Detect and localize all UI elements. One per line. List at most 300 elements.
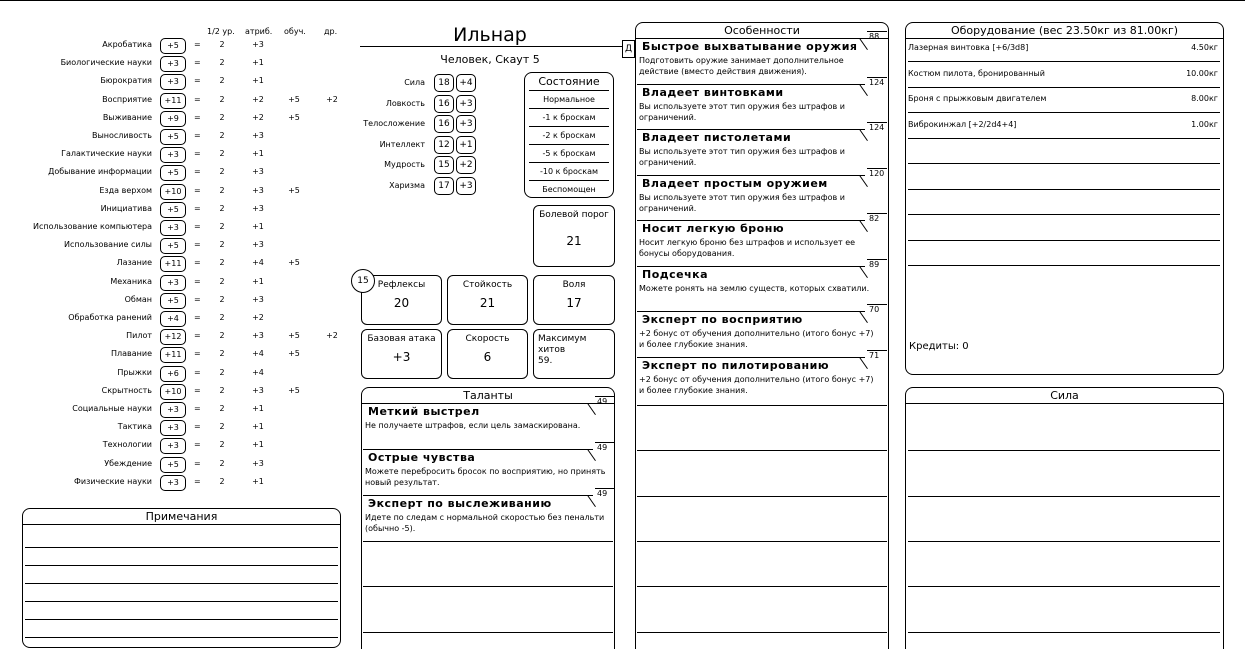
skill-attribute: +2 bbox=[252, 94, 264, 104]
skill-row bbox=[0, 147, 345, 165]
skill-name: Инициатива bbox=[100, 203, 152, 213]
force-ruled-line bbox=[908, 586, 1220, 587]
page-number: 124 bbox=[869, 123, 885, 132]
skill-attribute: +3 bbox=[252, 240, 264, 250]
damage-threshold-value: 21 bbox=[566, 234, 582, 248]
speed-label: Скорость bbox=[465, 334, 510, 344]
skill-name: Биологические науки bbox=[60, 58, 152, 68]
equipment-ruled-line bbox=[908, 87, 1220, 88]
skill-attribute: +3 bbox=[252, 203, 264, 213]
condition-step[interactable]: -5 к броскам bbox=[529, 144, 609, 162]
skill-equals: = bbox=[194, 40, 201, 49]
ability-score[interactable]: 17 bbox=[434, 177, 454, 195]
notes-line bbox=[25, 619, 338, 620]
skill-bonus[interactable]: +5 bbox=[160, 293, 186, 309]
skill-row bbox=[0, 438, 345, 456]
ability-row bbox=[360, 136, 480, 156]
name-underline bbox=[360, 46, 622, 47]
skill-equals: = bbox=[194, 276, 201, 286]
base-attack-box bbox=[361, 329, 442, 379]
skill-equals: = bbox=[194, 404, 201, 413]
skill-row bbox=[0, 366, 345, 384]
skill-row bbox=[0, 238, 345, 256]
entry-description: +2 бонус от обучения дополнительно (итого бонус +7) и более глубокие знания. bbox=[639, 329, 874, 349]
skill-row bbox=[0, 184, 345, 202]
skill-attribute: +3 bbox=[252, 331, 264, 341]
skill-equals: = bbox=[194, 331, 201, 341]
skill-training: +5 bbox=[288, 112, 300, 122]
entry-description: Подготовить оружие занимает дополнительное действие (вместо действия движения). bbox=[639, 56, 844, 76]
condition-track bbox=[524, 72, 614, 198]
entry-description: Вы используете этот тип оружия без штрафов и ограничений. bbox=[639, 192, 845, 213]
skill-equals: = bbox=[194, 440, 201, 450]
skill-equals: = bbox=[194, 149, 201, 159]
entry-name: Острые чувства bbox=[368, 451, 476, 464]
ability-score[interactable]: 12 bbox=[434, 136, 454, 154]
skill-attribute: +1 bbox=[252, 58, 264, 68]
skill-half-level: 2 bbox=[219, 149, 225, 159]
damage-threshold-box bbox=[533, 205, 615, 267]
skill-equals: = bbox=[194, 203, 201, 213]
max-hp-box bbox=[533, 329, 615, 379]
equipment-name: Лазерная винтовка [+6/3d8] bbox=[908, 43, 1029, 52]
entry-description: Не получаете штрафов, если цель замаскирована. bbox=[365, 421, 581, 430]
skill-half-level: 2 bbox=[219, 240, 225, 250]
ability-score[interactable]: 15 bbox=[434, 156, 454, 174]
feature-ruled-line bbox=[637, 541, 887, 542]
max-hp-value: 59. bbox=[538, 356, 553, 366]
skill-equals: = bbox=[194, 58, 201, 68]
entry-description: Вы используете этот тип оружия без штрафов и ограничений. bbox=[639, 147, 845, 167]
skill-attribute: +2 bbox=[252, 313, 264, 322]
equipment-ruled-line bbox=[908, 189, 1220, 190]
skill-attribute: +3 bbox=[252, 131, 264, 140]
skill-row bbox=[0, 256, 345, 274]
skill-row bbox=[0, 220, 345, 238]
entry-divider bbox=[637, 38, 865, 39]
force-panel bbox=[905, 387, 1224, 649]
entry-description: Можете ронять на землю существ, которых схватили. bbox=[639, 283, 870, 293]
skill-name: Скрытность bbox=[101, 385, 152, 395]
skill-name: Галактические науки bbox=[61, 149, 152, 159]
skill-half-level: 2 bbox=[219, 367, 225, 377]
fortitude-value: 21 bbox=[479, 296, 496, 310]
page-number: 70 bbox=[869, 305, 880, 314]
skill-half-level: 2 bbox=[219, 94, 225, 104]
skill-bonus[interactable]: +6 bbox=[160, 366, 186, 382]
top-border bbox=[0, 0, 1245, 1]
speed-value: 6 bbox=[483, 350, 492, 364]
skill-bonus[interactable]: +5 bbox=[160, 129, 186, 145]
skill-equals: = bbox=[194, 240, 201, 250]
max-hp-label: Максимум хитов bbox=[538, 334, 587, 355]
skill-other: +2 bbox=[326, 94, 338, 104]
feature-ruled-line bbox=[637, 496, 887, 497]
talents-title: Таланты bbox=[362, 388, 614, 404]
skill-name: Бюрократия bbox=[100, 76, 152, 86]
entry-divider bbox=[637, 175, 865, 176]
ability-score[interactable]: 16 bbox=[434, 115, 454, 133]
skill-half-level: 2 bbox=[219, 294, 225, 304]
features-side-tab[interactable]: Д bbox=[622, 40, 635, 58]
skill-row bbox=[0, 347, 345, 365]
force-title: Сила bbox=[906, 388, 1223, 404]
skill-name: Плавание bbox=[111, 349, 152, 359]
ability-modifier: +1 bbox=[456, 136, 476, 154]
entry-description: Носит легкую броню без штрафов и использует ее бонусы оборудования. bbox=[639, 238, 856, 258]
equipment-ruled-line bbox=[908, 138, 1220, 139]
character-name: Ильнар bbox=[453, 24, 527, 46]
skill-bonus[interactable]: +5 bbox=[160, 38, 186, 54]
will-defense-box bbox=[533, 275, 615, 325]
skill-attribute: +4 bbox=[252, 367, 264, 377]
notes-title: Примечания bbox=[23, 509, 340, 525]
page-number: 124 bbox=[869, 77, 885, 87]
condition-step[interactable]: Нормальное bbox=[529, 90, 609, 108]
base-attack-value: +3 bbox=[392, 350, 411, 364]
entry-name: Подсечка bbox=[642, 267, 709, 281]
skill-name: Добывание информации bbox=[48, 167, 152, 177]
reflex-label: Рефлексы bbox=[377, 280, 426, 290]
skill-half-level: 2 bbox=[219, 40, 225, 49]
skill-name: Прыжки bbox=[117, 367, 152, 377]
equipment-item[interactable] bbox=[908, 94, 1218, 108]
page-number: 49 bbox=[597, 489, 608, 498]
feature-ruled-line bbox=[637, 586, 887, 587]
force-ruled-line bbox=[908, 450, 1220, 451]
skill-training: +5 bbox=[288, 331, 300, 341]
entry-name: Быстрое выхватывание оружия bbox=[642, 40, 858, 53]
skill-bonus[interactable]: +5 bbox=[160, 202, 186, 218]
skill-attribute: +3 bbox=[252, 458, 264, 468]
skill-bonus[interactable]: +10 bbox=[160, 184, 186, 200]
skill-row bbox=[0, 311, 345, 329]
equipment-item[interactable] bbox=[908, 120, 1218, 134]
skill-name: Использование компьютера bbox=[33, 222, 152, 231]
ability-modifier: +4 bbox=[456, 74, 476, 92]
entry-name: Владеет простым оружием bbox=[642, 176, 828, 190]
skill-row bbox=[0, 202, 345, 220]
skill-attribute: +3 bbox=[252, 294, 264, 304]
feature-ruled-line bbox=[637, 632, 887, 633]
skill-half-level: 2 bbox=[219, 422, 225, 432]
entry-divider bbox=[637, 129, 865, 130]
skill-name: Технологии bbox=[102, 440, 152, 450]
skills-header-attribute: атриб. bbox=[245, 27, 273, 36]
equipment-weight: 1.00кг bbox=[1191, 119, 1218, 129]
entry-divider bbox=[363, 403, 593, 404]
ability-row bbox=[360, 156, 480, 176]
skill-equals: = bbox=[194, 294, 201, 304]
page-number: 71 bbox=[869, 350, 880, 360]
entry-divider bbox=[637, 84, 865, 85]
skill-bonus[interactable]: +5 bbox=[160, 165, 186, 181]
ability-row bbox=[360, 177, 480, 197]
ability-row bbox=[360, 115, 480, 135]
skill-training: +5 bbox=[288, 185, 300, 195]
ability-modifier: +3 bbox=[456, 95, 476, 113]
skill-half-level: 2 bbox=[219, 440, 225, 450]
skill-half-level: 2 bbox=[219, 167, 225, 177]
skill-row bbox=[0, 402, 345, 420]
skill-name: Восприятие bbox=[102, 94, 152, 104]
skill-row bbox=[0, 329, 345, 347]
skill-equals: = bbox=[194, 131, 201, 140]
ability-row bbox=[360, 95, 480, 115]
skill-name: Выживание bbox=[102, 112, 152, 122]
ability-label: Мудрость bbox=[384, 160, 425, 170]
skill-equals: = bbox=[194, 422, 201, 432]
entry-description: Идете по следам с нормальной скоростью без пенальти (обычно -5). bbox=[365, 513, 605, 533]
skill-name: Акробатика bbox=[102, 40, 152, 49]
skill-attribute: +3 bbox=[252, 167, 264, 177]
skill-equals: = bbox=[194, 476, 201, 486]
entry-description: Вы используете этот тип оружия без штрафов и ограничений. bbox=[639, 101, 845, 122]
equipment-ruled-line bbox=[908, 214, 1220, 215]
equipment-ruled-line bbox=[908, 163, 1220, 164]
equipment-ruled-line bbox=[908, 61, 1220, 62]
equipment-ruled-line bbox=[908, 112, 1220, 113]
entry-divider bbox=[637, 220, 865, 221]
entry-description: +2 бонус от обучения дополнительно (итого бонус +7) и более глубокие знания. bbox=[639, 374, 874, 395]
ability-score[interactable]: 16 bbox=[434, 95, 454, 113]
skill-bonus[interactable]: +11 bbox=[160, 347, 186, 363]
skill-half-level: 2 bbox=[219, 404, 225, 413]
equipment-ruled-line bbox=[908, 240, 1220, 241]
skill-bonus[interactable]: +12 bbox=[160, 329, 186, 345]
skill-attribute: +1 bbox=[252, 476, 264, 486]
skill-equals: = bbox=[194, 112, 201, 122]
skill-half-level: 2 bbox=[219, 222, 225, 231]
skill-bonus[interactable]: +4 bbox=[160, 311, 186, 327]
skill-name: Пилот bbox=[126, 331, 152, 341]
skill-name: Езда верхом bbox=[99, 185, 152, 195]
entry-divider bbox=[363, 495, 593, 496]
skill-half-level: 2 bbox=[219, 476, 225, 486]
skill-equals: = bbox=[194, 94, 201, 104]
skill-name: Обработка ранений bbox=[68, 313, 152, 322]
ability-score[interactable]: 18 bbox=[434, 74, 454, 92]
skill-bonus[interactable]: +3 bbox=[160, 56, 186, 72]
skill-bonus[interactable]: +3 bbox=[160, 220, 186, 236]
force-ruled-line bbox=[908, 632, 1220, 633]
equipment-name: Виброкинжал [+2/2d4+4] bbox=[908, 119, 1017, 129]
skill-name: Выносливость bbox=[91, 131, 152, 140]
notes-line bbox=[25, 583, 338, 584]
skill-attribute: +1 bbox=[252, 276, 264, 286]
page-number: 120 bbox=[869, 168, 885, 178]
skill-bonus[interactable]: +3 bbox=[160, 275, 186, 291]
ability-modifier: +3 bbox=[456, 177, 476, 195]
condition-step[interactable]: -2 к броскам bbox=[529, 126, 609, 144]
force-ruled-line bbox=[908, 496, 1220, 497]
skill-attribute: +4 bbox=[252, 349, 264, 359]
skill-row bbox=[0, 165, 345, 183]
skill-attribute: +4 bbox=[252, 258, 264, 268]
skill-half-level: 2 bbox=[219, 58, 225, 68]
skill-half-level: 2 bbox=[219, 313, 225, 322]
skill-training: +5 bbox=[288, 94, 300, 104]
skill-training: +5 bbox=[288, 349, 300, 359]
notes-line bbox=[25, 565, 338, 566]
level-badge: 15 bbox=[351, 269, 375, 293]
entry-name: Эксперт по выслеживанию bbox=[368, 497, 552, 510]
skill-half-level: 2 bbox=[219, 131, 225, 140]
skill-half-level: 2 bbox=[219, 258, 225, 268]
speed-box bbox=[447, 329, 528, 379]
page-number: 49 bbox=[597, 397, 608, 406]
skill-bonus[interactable]: +9 bbox=[160, 111, 186, 127]
ability-label: Телосложение bbox=[363, 119, 425, 129]
base-attack-label: Базовая атака bbox=[367, 334, 436, 344]
page-number: 89 bbox=[869, 259, 880, 269]
skill-half-level: 2 bbox=[219, 385, 225, 395]
entry-divider bbox=[637, 311, 865, 312]
skill-bonus[interactable]: +3 bbox=[160, 438, 186, 454]
skill-equals: = bbox=[194, 76, 201, 86]
feature-ruled-line bbox=[637, 405, 887, 406]
skill-row bbox=[0, 275, 345, 293]
skill-row bbox=[0, 129, 345, 147]
skills-header-training: обуч. bbox=[284, 27, 306, 36]
skill-half-level: 2 bbox=[219, 76, 225, 86]
talent-ruled-line bbox=[363, 586, 613, 587]
skill-attribute: +1 bbox=[252, 404, 264, 413]
fortitude-defense-box bbox=[447, 275, 528, 325]
skill-half-level: 2 bbox=[219, 185, 225, 195]
skill-equals: = bbox=[194, 313, 201, 322]
skill-row bbox=[0, 457, 345, 475]
ability-label: Интеллект bbox=[379, 139, 425, 149]
condition-step[interactable]: -1 к броскам bbox=[529, 108, 609, 126]
entry-name: Эксперт по пилотированию bbox=[642, 358, 830, 372]
entry-name: Владеет винтовками bbox=[642, 85, 784, 99]
equipment-ruled-line bbox=[908, 265, 1220, 266]
talent-ruled-line bbox=[363, 541, 613, 542]
skill-bonus[interactable]: +5 bbox=[160, 238, 186, 254]
skill-row bbox=[0, 420, 345, 438]
skill-equals: = bbox=[194, 185, 201, 195]
equipment-weight: 10.00кг bbox=[1186, 68, 1218, 78]
equipment-item[interactable] bbox=[908, 69, 1218, 83]
skill-row bbox=[0, 38, 345, 56]
skill-name: Обман bbox=[124, 294, 152, 304]
skill-bonus[interactable]: +3 bbox=[160, 147, 186, 163]
ability-row bbox=[360, 74, 480, 94]
fortitude-label: Стойкость bbox=[462, 280, 513, 290]
skill-name: Лазание bbox=[116, 258, 152, 268]
skill-attribute: +2 bbox=[252, 112, 264, 122]
skill-half-level: 2 bbox=[219, 349, 225, 359]
skill-row bbox=[0, 93, 345, 111]
equipment-name: Костюм пилота, бронированный bbox=[908, 68, 1045, 78]
entry-divider bbox=[637, 357, 865, 358]
entry-description: Можете перебросить бросок по восприятию, но принять новый результат. bbox=[365, 467, 606, 487]
skill-bonus[interactable]: +11 bbox=[160, 256, 186, 272]
skill-equals: = bbox=[194, 167, 201, 177]
skill-other: +2 bbox=[326, 331, 338, 341]
talent-ruled-line bbox=[363, 632, 613, 633]
skill-name: Тактика bbox=[117, 422, 152, 432]
notes-line bbox=[25, 637, 338, 638]
skill-equals: = bbox=[194, 222, 201, 231]
skills-header-half-level: 1/2 ур. bbox=[207, 27, 235, 36]
skill-attribute: +1 bbox=[252, 76, 264, 86]
condition-step[interactable]: -10 к броскам bbox=[529, 162, 609, 180]
equipment-title: Оборудование (вес 23.50кг из 81.00кг) bbox=[906, 23, 1223, 39]
notes-line bbox=[25, 547, 338, 548]
skill-name: Социальные науки bbox=[72, 404, 152, 413]
character-subtitle: Человек, Скаут 5 bbox=[440, 53, 540, 66]
skill-row bbox=[0, 475, 345, 493]
skill-name: Убеждение bbox=[104, 458, 152, 468]
ability-label: Харизма bbox=[389, 181, 425, 190]
entry-name: Носит легкую броню bbox=[642, 222, 785, 235]
entry-name: Меткий выстрел bbox=[368, 405, 480, 418]
skill-training: +5 bbox=[288, 385, 300, 395]
skill-half-level: 2 bbox=[219, 331, 225, 341]
skill-equals: = bbox=[194, 385, 201, 395]
skill-equals: = bbox=[194, 258, 201, 268]
skill-half-level: 2 bbox=[219, 276, 225, 286]
damage-threshold-label: Болевой порог bbox=[539, 210, 609, 220]
skill-half-level: 2 bbox=[219, 458, 225, 468]
skill-bonus[interactable]: +11 bbox=[160, 93, 186, 109]
entry-divider bbox=[363, 449, 593, 450]
skill-bonus[interactable]: +5 bbox=[160, 457, 186, 473]
skill-row bbox=[0, 56, 345, 74]
skill-attribute: +3 bbox=[252, 385, 264, 395]
skill-attribute: +3 bbox=[252, 40, 264, 49]
equipment-weight: 4.50кг bbox=[1191, 43, 1218, 52]
skill-training: +5 bbox=[288, 258, 300, 268]
skill-bonus[interactable]: +3 bbox=[160, 420, 186, 436]
ability-label: Сила bbox=[404, 78, 425, 87]
skill-equals: = bbox=[194, 458, 201, 468]
skill-bonus[interactable]: +3 bbox=[160, 402, 186, 418]
skill-name: Механика bbox=[110, 276, 152, 286]
skill-attribute: +1 bbox=[252, 222, 264, 231]
reflex-value: 20 bbox=[393, 296, 410, 310]
features-title: Особенности bbox=[636, 23, 888, 39]
skill-attribute: +1 bbox=[252, 149, 264, 159]
page-number: 88 bbox=[869, 32, 880, 41]
entry-name: Эксперт по восприятию bbox=[642, 313, 803, 326]
skill-bonus[interactable]: +3 bbox=[160, 475, 186, 491]
ability-modifier: +2 bbox=[456, 156, 476, 174]
notes-panel bbox=[22, 508, 341, 648]
skill-half-level: 2 bbox=[219, 112, 225, 122]
will-value: 17 bbox=[566, 296, 582, 310]
will-label: Воля bbox=[562, 280, 586, 290]
skill-attribute: +1 bbox=[252, 422, 264, 432]
force-ruled-line bbox=[908, 541, 1220, 542]
skill-equals: = bbox=[194, 349, 201, 359]
skill-bonus[interactable]: +3 bbox=[160, 74, 186, 90]
credits: Кредиты: 0 bbox=[909, 341, 969, 352]
equipment-item[interactable] bbox=[908, 43, 1218, 57]
skill-name: Использование силы bbox=[63, 240, 152, 250]
skill-row bbox=[0, 74, 345, 92]
skill-attribute: +3 bbox=[252, 185, 264, 195]
skill-equals: = bbox=[194, 367, 201, 377]
skill-row bbox=[0, 384, 345, 402]
skill-row bbox=[0, 111, 345, 129]
feature-ruled-line bbox=[637, 450, 887, 451]
skill-bonus[interactable]: +10 bbox=[160, 384, 186, 400]
condition-step[interactable]: Беспомощен bbox=[529, 180, 609, 198]
notes-line bbox=[25, 601, 338, 602]
